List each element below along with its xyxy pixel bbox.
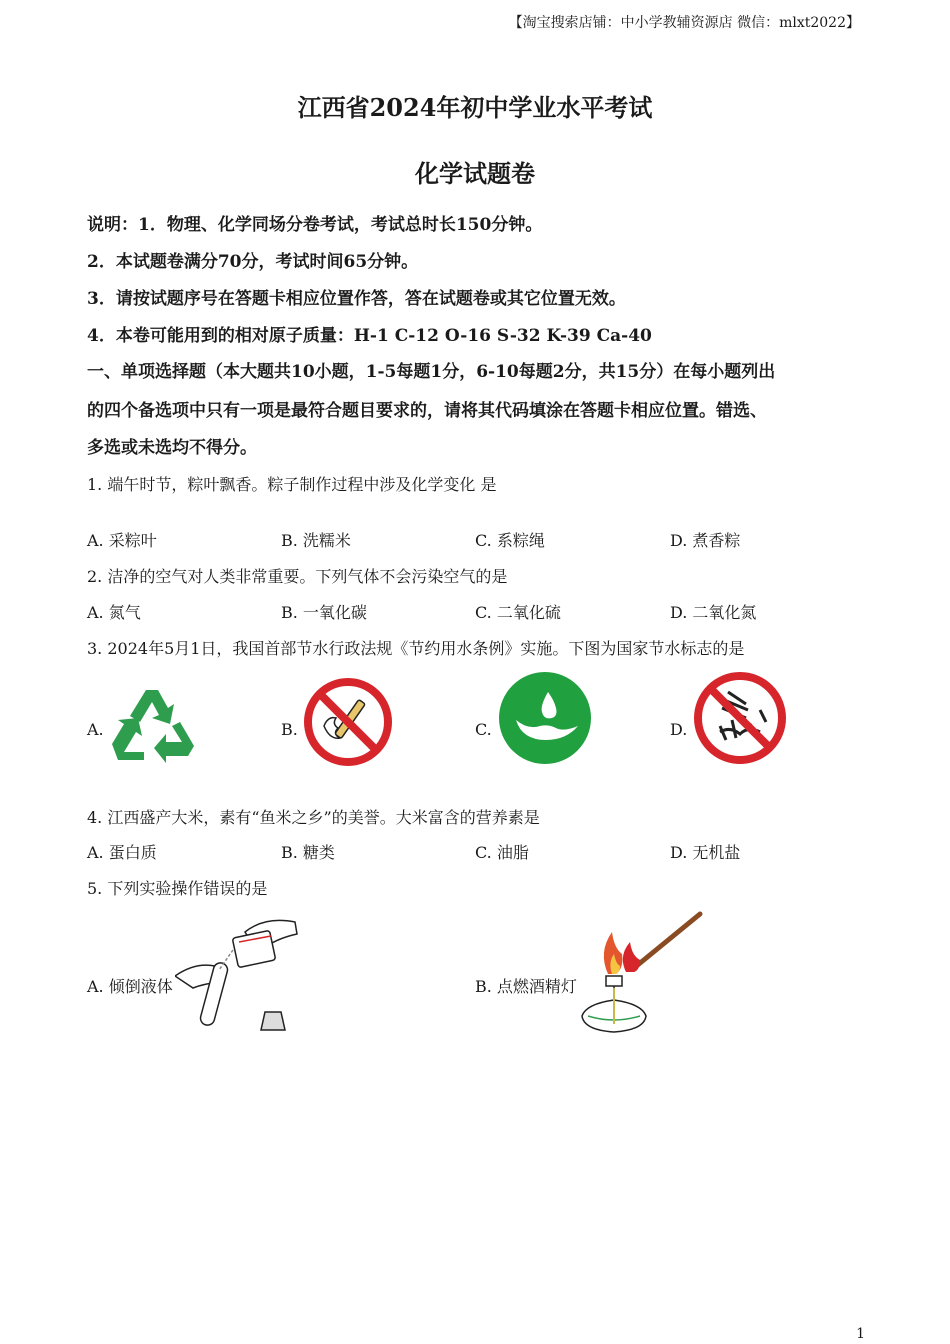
page-number: 1 (856, 1326, 865, 1342)
q4-stem: 4. 江西盛产大米，素有“鱼米之乡”的美誉。大米富含的营养素是 (87, 808, 540, 827)
exam-subtitle: 化学试题卷 (415, 159, 535, 188)
water-saving-icon[interactable] (496, 670, 594, 766)
q1-option-d[interactable]: D. 煮香粽 (670, 531, 741, 550)
alcohol-lamp-illustration (578, 908, 704, 1036)
q5-option-b[interactable]: B. 点燃酒精灯 (475, 977, 577, 996)
q1-option-c[interactable]: C. 系粽绳 (475, 531, 545, 550)
q3-option-c[interactable]: C. (475, 720, 492, 739)
q3-option-b[interactable]: B. (281, 720, 298, 739)
q4-option-b[interactable]: B. 糖类 (281, 843, 335, 862)
q2-option-a[interactable]: A. 氮气 (87, 603, 141, 622)
q2-option-c[interactable]: C. 二氧化硫 (475, 603, 561, 622)
q1-option-b[interactable]: B. 洗糯米 (281, 531, 351, 550)
note-line-1: 说明：1．物理、化学同场分卷考试，考试总时长150分钟。 (87, 215, 543, 235)
q2-stem: 2. 洁净的空气对人类非常重要。下列气体不会污染空气的是 (87, 567, 508, 586)
q4-option-d[interactable]: D. 无机盐 (670, 843, 741, 862)
section1-line-3: 多选或未选均不得分。 (87, 438, 257, 458)
q5-stem: 5. 下列实验操作错误的是 (87, 879, 268, 898)
q2-option-b[interactable]: B. 一氧化碳 (281, 603, 367, 622)
q5-option-a[interactable]: A. 倾倒液体 (87, 977, 173, 996)
recycle-icon[interactable] (106, 684, 198, 766)
q3-stem: 3. 2024年5月1日，我国首部节水行政法规《节约用水条例》实施。下图为国家节水标志的是 (87, 639, 745, 658)
no-fireworks-icon[interactable] (302, 676, 394, 768)
section1-line-1: 一、单项选择题（本大题共10小题，1-5每题1分，6-10每题2分，共15分）在每小题列出 (87, 362, 776, 382)
pour-liquid-illustration (175, 912, 305, 1037)
q2-option-d[interactable]: D. 二氧化氮 (670, 603, 757, 622)
q1-option-a[interactable]: A. 采粽叶 (87, 531, 157, 550)
q4-option-c[interactable]: C. 油脂 (475, 843, 529, 862)
q1-stem: 1. 端午时节，粽叶飘香。粽子制作过程中涉及化学变化 是 (87, 475, 497, 494)
no-logging-icon[interactable] (690, 670, 790, 766)
exam-title: 江西省2024年初中学业水平考试 (297, 93, 653, 122)
q3-option-d[interactable]: D. (670, 720, 688, 739)
note-line-3: 3．请按试题序号在答题卡相应位置作答，答在试题卷或其它位置无效。 (87, 289, 626, 309)
note-line-4: 4．本卷可能用到的相对原子质量：H-1 C-12 O-16 S-32 K-39 Ca-40 (87, 326, 652, 346)
q4-option-a[interactable]: A. 蛋白质 (87, 843, 157, 862)
note-line-2: 2．本试题卷满分70分，考试时间65分钟。 (87, 252, 419, 272)
header-note: 【淘宝搜索店铺：中小学教辅资源店 微信：mlxt2022】 (508, 15, 860, 31)
q3-option-a[interactable]: A. (87, 720, 104, 739)
section1-line-2: 的四个备选项中只有一项是最符合题目要求的，请将其代码填涂在答题卡相应位置。错选、 (87, 401, 767, 421)
